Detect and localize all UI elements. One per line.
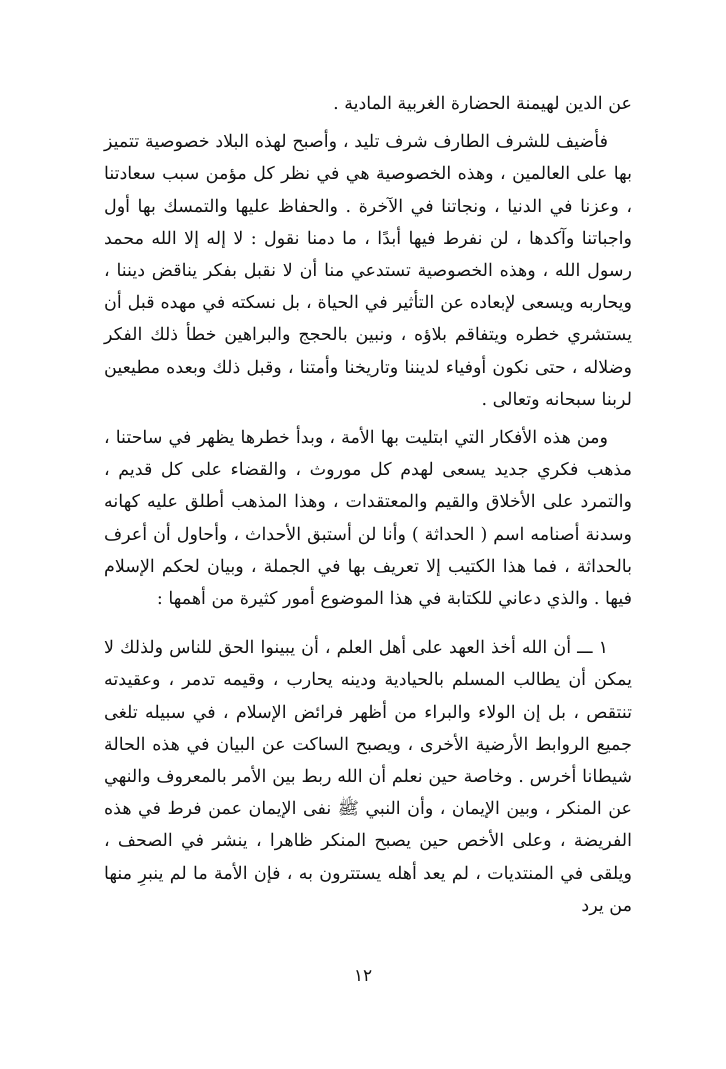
paragraph-3: ومن هذه الأفكار التي ابتليت بها الأمة ، وبدأ خطرها يظهر في ساحتنا ، مذهب فكري جديد يسعى لهدم كل موروث ، والقضاء على كل قديم ، والتمرد على الأخلاق والقيم والمعتقدات ، وهذا المذهب أطلق عليه كهانه وسدنة أصنامه اسم ( الحداثة ) وأنا لن أستبق الأحداث ، وأحاول أن أعرف بالحداثة ، فما هذا الكتيب إلا تعريف بها في الجملة ، وبيان لحكم الإسلام فيها . والذي دعاني للكتابة في هذا الموضوع أمور كثيرة من أهمها : <box>104 428 632 610</box>
paragraph-2: فأضيف للشرف الطارف شرف تليد ، وأصبح لهذه البلاد خصوصية تتميز بها على العالمين ، وهذه الخصوصية هي في نظر كل مؤمن سبب سعادتنا ، وعزنا في الدنيا ، ونجاتنا في الآخرة . والحفاظ عليها والتمسك بها أول واجباتنا وآكدها ، لن نفرط فيها أبدًا ، ما دمنا نقول : لا إله إلا الله محمد رسول الله ، وهذه الخصوصية تستدعي منا أن لا نقبل بفكر يناقض ديننا ، ويحاربه ويسعى لإبعاده عن التأثير في الحياة ، بل نسكته في مهده قبل أن يستشري خطره ويتفاقم بلاؤه ، ونبين بالحجج والبراهين خطأ ذلك الفكر وضلاله ، حتى نكون أوفياء لديننا وتاريخنا وأمتنا ، وقبل ذلك وبعده مطيعين لربنا سبحانه وتعالى . <box>104 132 632 410</box>
page-number: ١٢ <box>353 966 373 986</box>
paragraph-1: عن الدين لهيمنة الحضارة الغربية المادية . <box>333 94 632 114</box>
numbered-point-1: ١ ـــ أن الله أخذ العهد على أهل العلم ، أن يبينوا الحق للناس ولذلك لا يمكن أن يطالب المسلم بالحيادية ودينه يحارب ، وقيمه تدمر ، وعقيدته تنتقص ، بل إن الولاء والبراء من أظهر فرائض الإسلام ، في سبيله تلغى جميع الروابط الأرضية الأخرى ، ويصبح الساكت عن البيان في هذه الحالة شيطانا أخرس . وخاصة حين نعلم أن الله ربط بين الأمر بالمعروف والنهي عن المنكر ، وبين الإيمان ، وأن النبي ﷺ نفى الإيمان عمن فرط في هذه الفريضة ، وعلى الأخص حين يصبح المنكر ظاهرا ، ينشر في الصحف ، ويلقى في المنتديات ، لم يعد أهله يستترون به ، فإن الأمة ما لم ينبرِ منها من يرد <box>104 638 632 916</box>
section-gap <box>104 619 632 620</box>
